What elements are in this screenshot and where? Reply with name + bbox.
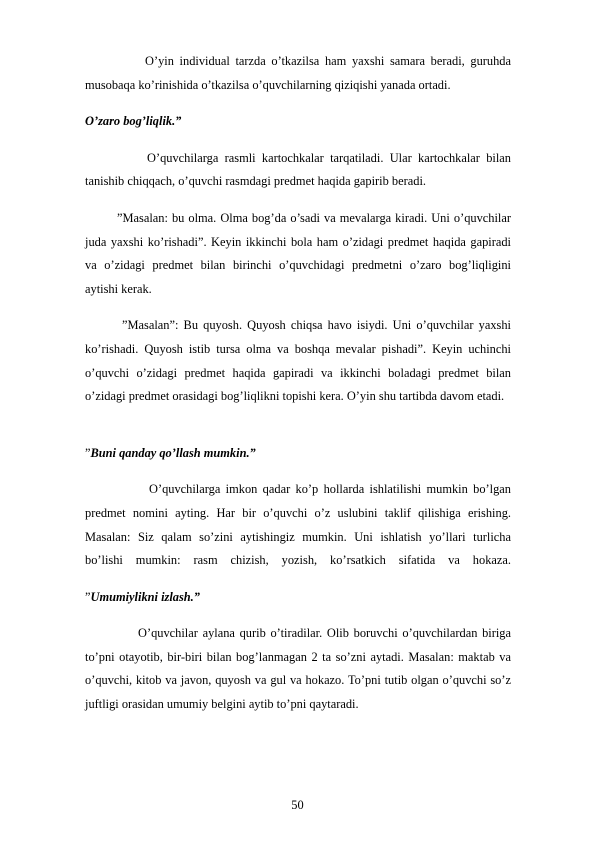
document-page — [85, 50, 511, 717]
heading-quote-mark: ” — [85, 445, 91, 460]
paragraph-sun-example: ”Masalan”: Bu quyosh. Quyosh chiqsa havo isiydi. Uni o’quvchilar yaxshi ko’rishadi. Quyosh istib tursa olma va boshqa mevalar pishadi”. Keyin uchinchi o’quvchi o’zidagi predmet haqida gapiradi va ikkinchi boladagi predmet bilan o’zidagi predmet orasidagi bog’liqlikni topishi kera. O’yin shu tartibda davom etadi. — [85, 318, 511, 404]
spacer — [85, 194, 511, 207]
heading-find-common — [85, 586, 511, 610]
paragraph-picture-cards: O’quvchilarga rasmli kartochkalar tarqatiladi. Ular kartochkalar bilan tanishib chiqqach, o’quvchi rasmdagi predmet haqida gapirib beradi. — [85, 150, 511, 189]
spacer — [85, 573, 511, 586]
spacer — [85, 409, 511, 442]
paragraph-circle-game: O’quvchilar aylana qurib o’tiradilar. Olib boruvchi o’quvchilardan biriga to’pni otayotib, bir-biri bilan bog’lanmagan 2 ta so’zni aytadi. Masalan: maktab va o’quvchi, kitob va javon, quyosh va gul va hokazo. To’pni tutib olgan o’quvchi so’z juftligi orasidan umumiy belgini aytib to’pni qaytaradi. — [85, 626, 511, 712]
heading-interconnection: O’zaro bog’liqlik.” — [85, 114, 182, 129]
spacer — [85, 134, 511, 147]
page-number: 50 — [291, 798, 304, 812]
paragraph-game-format: O’yin individual tarzda o’tkazilsa ham yaxshi samara beradi, guruhda musobaqa ko’rinishida o’tkazilsa o’quvchilarning qiziqishi yanada ortadi. — [85, 54, 511, 92]
heading-quote-mark: ” — [85, 589, 91, 604]
heading-text: Umumiylikni izlash.” — [90, 589, 200, 604]
paragraph-apple-example: ”Masalan: bu olma. Olma bog’da o’sadi va mevalarga kiradi. Uni o’quvchilar juda yaxshi ko’rishadi”. Keyin ikkinchi bola ham o’zidagi predmet haqida gapiradi va o’zidagi predmet bilan birinchi o’quvchidagi predmetni o’zaro bog’liqligini aytishi kerak. — [85, 210, 511, 296]
spacer — [85, 609, 511, 622]
heading-text: Buni qanday qo’llash mumkin.” — [90, 445, 256, 460]
spacer — [85, 465, 511, 478]
spacer — [85, 97, 511, 110]
paragraph-object-uses: O’quvchilarga imkon qadar ko’p hollarda ishlatilishi mumkin bo’lgan predmet nomini ayting. Har bir o’quvchi o’z uslubini taklif qilishiga erishing. Masalan: Siz qalam so’zini aytishingiz mumkin. Uni ishlatish yo’llari turlicha bo’lishi mumkin: rasm chizish, yozish, ko’rsatkich sifatida va hokaza. — [85, 482, 511, 568]
spacer — [85, 301, 511, 314]
heading-how-to-apply — [85, 442, 511, 466]
